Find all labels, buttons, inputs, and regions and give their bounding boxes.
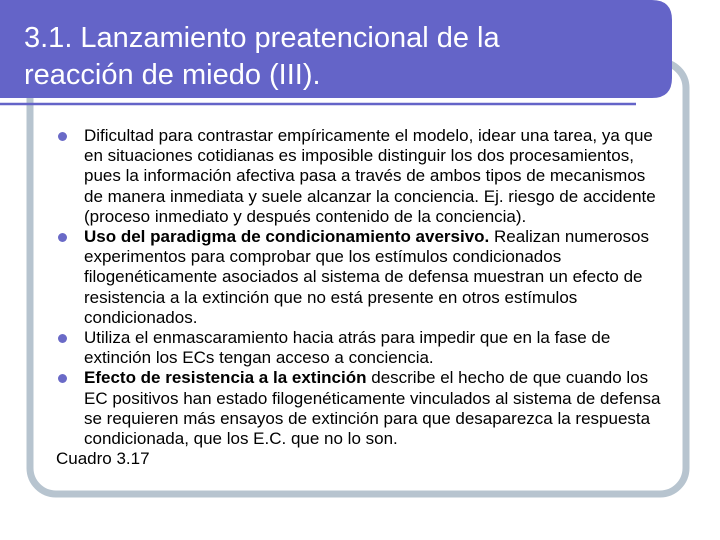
title-line-1: 3.1. Lanzamiento preatencional de la	[24, 22, 500, 54]
bullet-item-3	[56, 328, 662, 368]
bullet-dot-icon	[58, 233, 67, 242]
bullet-text-4: describe el hecho de que cuando los EC positivos han estado filogenéticamente vinculados al sistema de defensa se requieren más ensayos de extinción para que desaparezca la respuesta condicionada, que los E.C. que no lo son.	[84, 368, 661, 449]
bullet-bold-4: Efecto de resistencia a la extinción	[84, 368, 367, 388]
slide-title	[24, 20, 624, 94]
bullet-text-2: Realizan numerosos experimentos para comprobar que los estímulos condicionados filogenéticamente asociados al sistema de defensa muestran un efecto de resistencia a la extinción que no está presente en otros estímulos condicionados.	[84, 227, 649, 327]
bullet-dot-icon	[58, 334, 67, 343]
bullet-dot-icon	[58, 132, 67, 141]
bullet-list	[56, 126, 662, 449]
bullet-text-1: Dificultad para contrastar empíricamente el modelo, idear una tarea, ya que en situaciones cotidianas es imposible distinguir los dos procesamientos, pues la información afectiva pasa a través de ambos tipos de mecanismos de manera inmediata y suele alcanzar la conciencia. Ej. riesgo de accidente (proceso inmediato y después contenido de la conciencia).	[84, 126, 656, 226]
bullet-dot-icon	[58, 374, 67, 383]
bullet-item-1	[56, 126, 662, 227]
bullet-bold-2: Uso del paradigma de condicionamiento aversivo.	[84, 227, 490, 247]
title-line-2: reacción de miedo (III).	[24, 59, 321, 91]
bullet-text-3: Utiliza el enmascaramiento hacia atrás para impedir que en la fase de extinción los ECs tengan acceso a conciencia.	[84, 328, 611, 368]
figure-caption: Cuadro 3.17	[56, 449, 150, 469]
bullet-item-2	[56, 227, 662, 328]
slide-body	[56, 126, 662, 469]
bullet-item-4	[56, 368, 662, 449]
